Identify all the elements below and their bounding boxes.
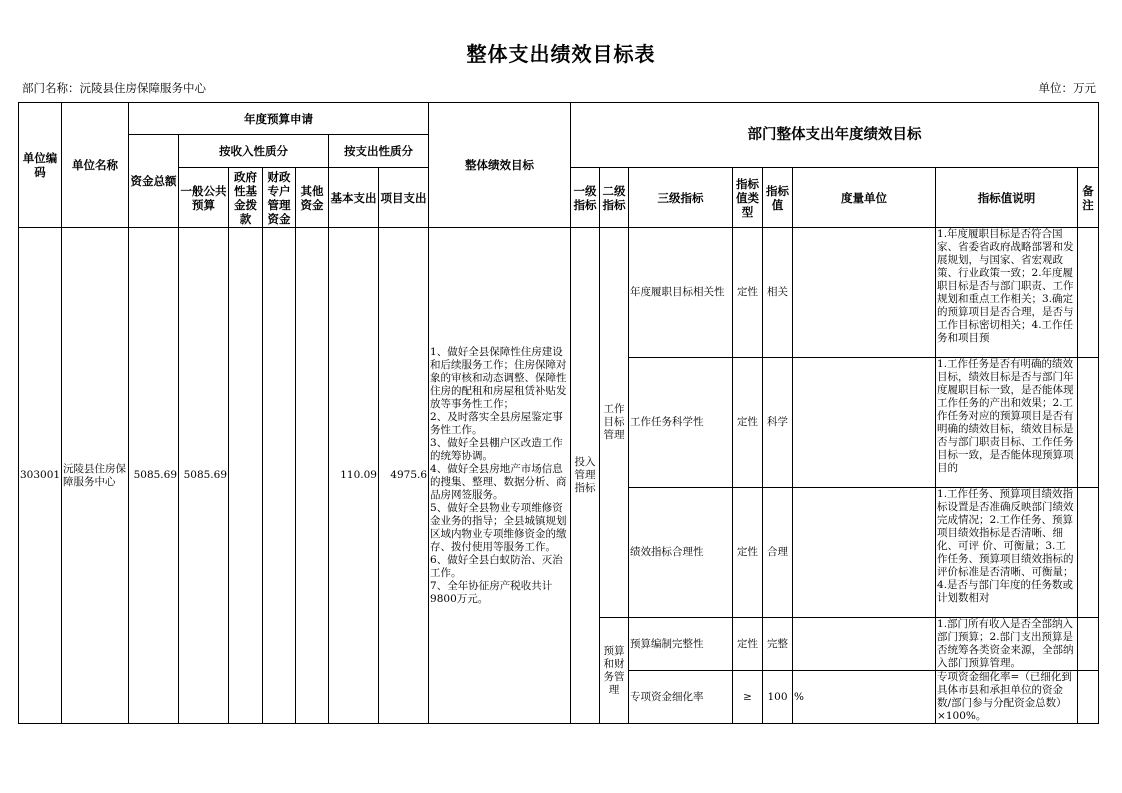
header-annual-budget: 年度预算申请: [129, 103, 429, 135]
header-other-funds: 其他资金: [296, 168, 329, 228]
cell-indicator-desc: 1.工作任务、预算项目绩效指标设置是否准确反映部门绩效完成情况；2.工作任务、预算项目绩效指标是否清晰、细化、可评 价、可衡量；3.工作任务、预算项目绩效指标的评价标准是否清晰、可衡量；4.是否与部门年度的任务数或计划数相对: [937, 488, 1074, 604]
header-level2: 二级指标: [600, 168, 629, 228]
header-basic-expense: 基本支出: [329, 168, 379, 228]
cell-indicator-value: 100: [763, 671, 793, 724]
cell-indicator-value: 完整: [763, 618, 793, 671]
cell-measure-unit: %: [793, 671, 936, 724]
cell-level3: 年度履职目标相关性: [629, 228, 733, 358]
cell-gov-fund: [229, 228, 263, 724]
cell-unit-code: 303001: [19, 228, 62, 724]
header-by-income: 按收入性质分: [179, 135, 329, 168]
cell-general-budget: 5085.69: [179, 228, 229, 724]
header-unit-code: 单位编码: [19, 103, 62, 228]
header-general-budget: 一般公共预算: [179, 168, 229, 228]
page-title: 整体支出绩效目标表: [466, 42, 656, 66]
header-remark: 备注: [1078, 168, 1099, 228]
cell-level2-budget: 预算和财务管理: [600, 618, 629, 724]
cell-level3: 专项资金细化率: [629, 671, 733, 724]
cell-project-expense: 4975.6: [379, 228, 429, 724]
cell-unit-name: 沅陵县住房保障服务中心: [62, 228, 129, 724]
cell-level3: 绩效指标合理性: [629, 488, 733, 618]
header-unit-name: 单位名称: [62, 103, 129, 228]
cell-indicator-desc: 1.年度履职目标是否符合国家、省委省政府战略部署和发展规划，与国家、省宏观政策、行业政策一致；2.年度履职目标是否与部门职责、工作规划和重点工作相关；3.确定的预算项目是否合理，是否与工作目标密切相关；4.工作任务和项目预: [937, 228, 1074, 344]
cell-level3: 工作任务科学性: [629, 358, 733, 488]
header-dept-goal: 部门整体支出年度绩效目标: [571, 103, 1099, 168]
cell-basic-expense: 110.09: [329, 228, 379, 724]
department-name: 部门名称：沅陵县住房保障服务中心: [22, 81, 206, 95]
cell-level2-work: 工作目标管理: [600, 228, 629, 618]
unit-label: 单位：万元: [1038, 81, 1096, 95]
cell-indicator-type: ≥: [733, 671, 763, 724]
header-indicator-desc: 指标值说明: [936, 168, 1078, 228]
cell-remark: [1078, 488, 1099, 618]
cell-level3: 预算编制完整性: [629, 618, 733, 671]
cell-indicator-type: 定性: [733, 228, 763, 358]
header-indicator-value: 指标值: [763, 168, 793, 228]
cell-measure-unit: [793, 618, 936, 671]
cell-remark: [1078, 228, 1099, 358]
cell-measure-unit: [793, 228, 936, 358]
header-indicator-type: 指标值类型: [733, 168, 763, 228]
cell-remark: [1078, 671, 1099, 724]
cell-indicator-desc: 1.工作任务是否有明确的绩效目标，绩效目标是否与部门年度履职目标一致，是否能体现工作任务的产出和效果；2.工作任务对应的预算项目是否有明确的绩效目标，绩效目标是否与部门职责目标、工作任务目标一致，是否能体现预算项目的: [937, 358, 1074, 474]
cell-indicator-type: 定性: [733, 618, 763, 671]
cell-level1: 投入管理指标: [571, 228, 600, 724]
header-fiscal-special: 财政专户管理资金: [263, 168, 296, 228]
cell-indicator-value: 相关: [763, 228, 793, 358]
cell-measure-unit: [793, 358, 936, 488]
cell-indicator-desc: 专项资金细化率=（已细化到具体市县和承担单位的资金数/部门参与分配资金总数）×100%。: [937, 671, 1072, 722]
performance-table: [18, 102, 1099, 724]
cell-overall-goal: 1、做好全县保障性住房建设和后续服务工作；住房保障对象的审核和动态调整、保障性住房的配租和房屋租赁补贴发放等事务性工作； 2、及时落实全县房屋鉴定事务性工作。 3、做好全县棚户区改造工作的统筹协调。 4、做好全县房地产市场信息的搜集、整理、数据分析、商品房网签服务。 5、做好全县物业专项维修资金业务的指导；全县城镇规划区域内物业专项维修资金的缴存、拨付使用等服务工作。 6、做好全县白蚁防治、灭治工作。 7、全年协征房产税收共计9800万元。: [429, 228, 571, 724]
cell-remark: [1078, 618, 1099, 671]
header-measure-unit: 度量单位: [793, 168, 936, 228]
header-gov-fund: 政府性基金拨款: [229, 168, 263, 228]
cell-indicator-type: 定性: [733, 358, 763, 488]
cell-indicator-value: 合理: [763, 488, 793, 618]
cell-indicator-type: 定性: [733, 488, 763, 618]
header-project-expense: 项目支出: [379, 168, 429, 228]
header-level1: 一级指标: [571, 168, 600, 228]
cell-measure-unit: [793, 488, 936, 618]
header-level3: 三级指标: [629, 168, 733, 228]
cell-indicator-value: 科学: [763, 358, 793, 488]
cell-fiscal-special: [263, 228, 296, 724]
cell-other-funds: [296, 228, 329, 724]
header-overall-goal: 整体绩效目标: [429, 103, 571, 228]
header-total-funds: 资金总额: [129, 135, 179, 228]
cell-remark: [1078, 358, 1099, 488]
header-by-expense: 按支出性质分: [329, 135, 429, 168]
cell-total-funds: 5085.69: [129, 228, 179, 724]
cell-indicator-desc: 1.部门所有收入是否全部纳入部门预算；2.部门支出预算是否统筹各类资金来源，全部纳入部门预算管理。: [937, 618, 1074, 669]
